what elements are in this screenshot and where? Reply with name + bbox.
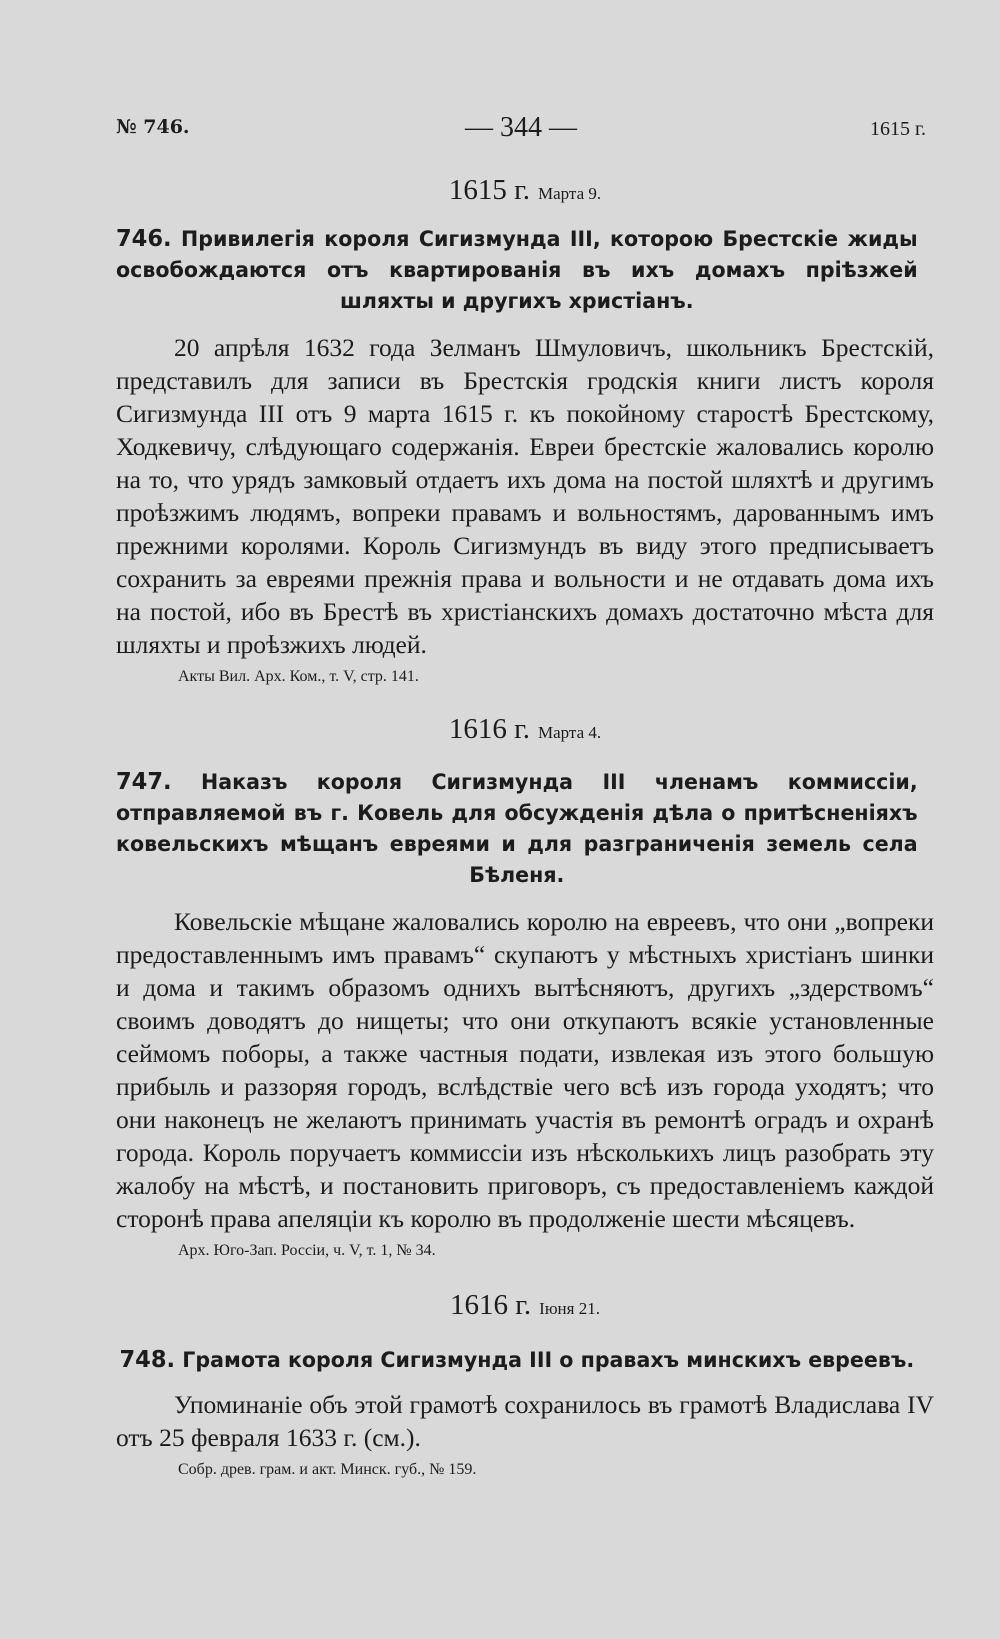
entry-source: Арх. Юго-Зап. Россіи, ч. V, т. 1, № 34.: [178, 1242, 436, 1259]
entry-source: Акты Вил. Арх. Ком., т. V, стр. 141.: [178, 668, 419, 685]
entry-text: Упоминаніе объ этой грамотѣ сохранилось въ грамотѣ Владислава IV отъ 25 февраля 1633 г. (см.).: [116, 1390, 934, 1452]
entry-heading: [116, 767, 918, 891]
page-content: [116, 170, 934, 1482]
entry-number: 748.: [119, 1347, 176, 1373]
entry-date-line: [116, 170, 934, 214]
entry-title: Грамота короля Сигизмунда III о правахъ минскихъ евреевъ.: [182, 1348, 915, 1372]
entry-number: 747.: [116, 769, 172, 795]
entry-date-line: [116, 1285, 934, 1329]
entry-title: Привилегія короля Сигизмунда III, которою Брестскіе жиды освобождаются отъ квартированія въ ихъ домахъ пріѣзжей шляхты и другихъ христіанъ.: [116, 227, 918, 313]
entry-date: Марта 4.: [538, 723, 602, 742]
entry-746: [116, 170, 934, 689]
entry-year: 1615 г.: [448, 174, 530, 206]
entry-year: 1616 г.: [448, 713, 530, 745]
entry-number: 746.: [116, 226, 172, 252]
document-number: № 746.: [116, 116, 190, 138]
page-number: — 344 —: [465, 112, 577, 143]
entry-date: Іюня 21.: [539, 1299, 600, 1318]
entry-text: Ковельскіе мѣщане жаловались королю на евреевъ, что они „вопреки предоставленнымъ имъ правамъ“ скупаютъ у мѣстныхъ христіанъ шинки и дома и такимъ образомъ однихъ вытѣсняютъ, другихъ „здерствомъ“ своимъ доводятъ до нищеты; что они откупаютъ всякіе установленные сеймомъ поборы, а также частныя подати, извлекая изъ этого большую прибыль и раззоряя городъ, вслѣдствіе чего всѣ изъ города уходятъ; что они наконецъ не желаютъ принимать участія въ ремонтѣ оградъ и охранѣ города. Король поручаетъ коммиссіи изъ нѣсколькихъ лицъ разобрать эту жалобу на мѣстѣ, и постановить приговоръ, съ предоставленіемъ каждой сторонѣ права апеляціи къ королю въ продолженіе шести мѣсяцевъ.: [116, 907, 934, 1233]
entry-748: [116, 1285, 934, 1482]
entry-source: Собр. древ. грам. и акт. Минск. губ., № 159.: [178, 1461, 477, 1478]
running-header: [116, 112, 926, 152]
entry-year: 1616 г.: [450, 1289, 532, 1321]
entry-date-line: [116, 709, 934, 753]
entry-title: Наказъ короля Сигизмунда III членамъ коммиссіи, отправляемой въ г. Ковель для обсужденія дѣла о притѣсненіяхъ ковельскихъ мѣщанъ евреями и для разграниченія земель села Бѣленя.: [116, 770, 918, 887]
entry-heading: [116, 224, 918, 317]
entry-date: Марта 9.: [538, 184, 602, 203]
entry-747: [116, 709, 934, 1263]
header-year: 1615 г.: [870, 118, 926, 140]
entry-heading: [116, 1345, 918, 1376]
entry-text: 20 апрѣля 1632 года Зелманъ Шмуловичъ, школьникъ Брестскій, представилъ для записи въ Брестскія гродскія книги листъ короля Сигизмунда III отъ 9 марта 1615 г. къ покойному старостѣ Брестскому, Ходкевичу, слѣдующаго содержанія. Евреи брестскіе жаловались королю на то, что урядъ замковый отдаетъ ихъ дома на постой шляхтѣ и другимъ проѣзжимъ людямъ, вопреки правамъ и вольностямъ, дарованнымъ имъ прежними королями. Король Сигизмундъ въ виду этого предписываетъ сохранить за евреями прежнія права и вольности и не отдавать дома ихъ на постой, ибо въ Брестѣ въ христіанскихъ домахъ достаточно мѣста для шляхты и проѣзжихъ людей.: [116, 333, 934, 659]
